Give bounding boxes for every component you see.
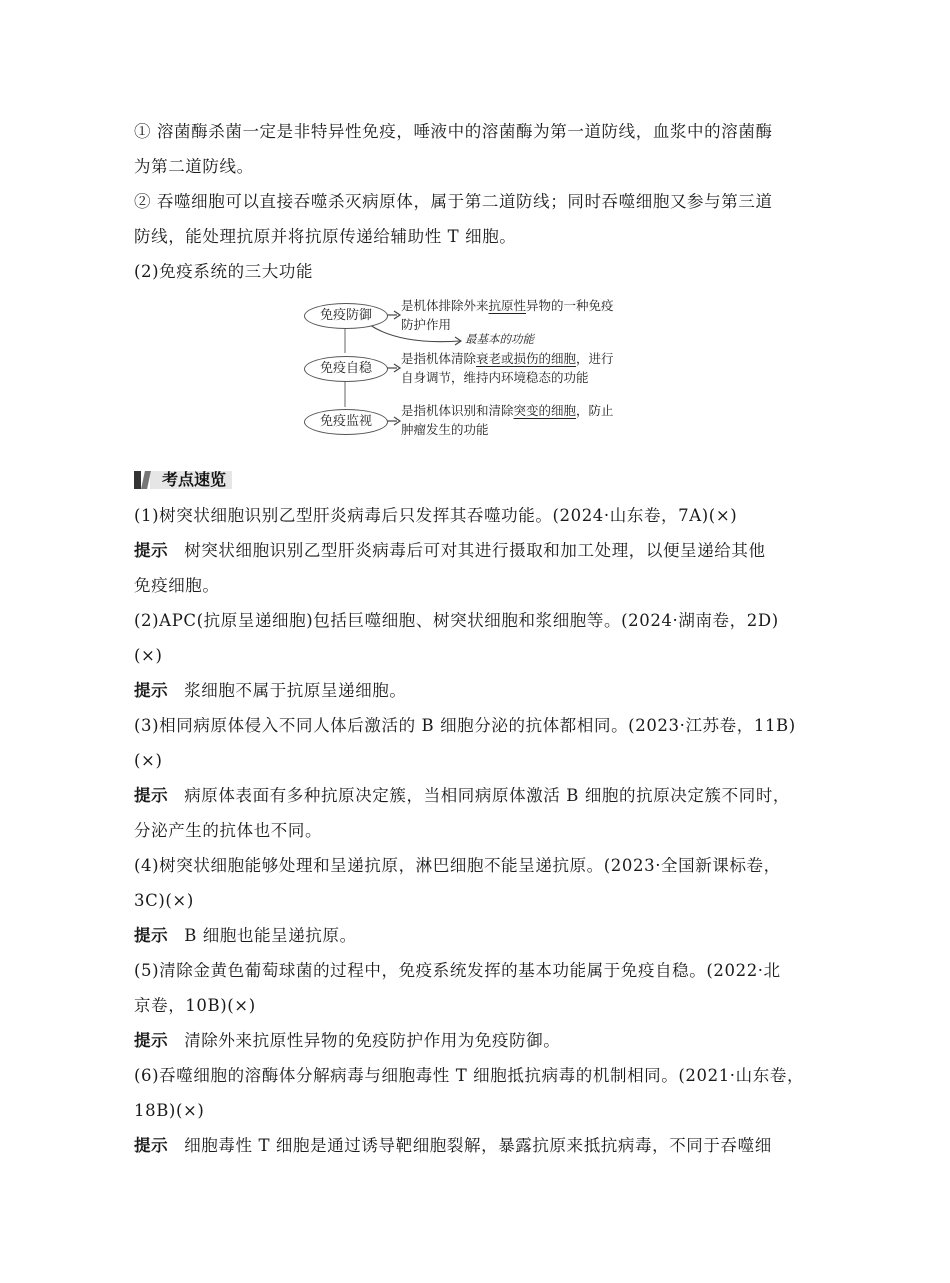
hint-label: 提示 [134,1031,169,1050]
hint-4: 提示 B 细胞也能呈递抗原。 [134,926,357,945]
hint-3-line-2: 分泌产生的抗体也不同。 [134,821,323,840]
ellipse-immune-defense: 免疫防御 [304,303,388,329]
section-heading [134,469,232,491]
hint-1-line-1: 提示 树突状细胞识别乙型肝炎病毒后可对其进行摄取和加工处理，以便呈递给其他 [134,541,766,560]
surveillance-desc-line-2: 肿瘤发生的功能 [401,422,489,437]
item-5-line-2: 京卷，10B)(×) [134,996,256,1015]
section-title: 考点速览 [162,470,227,489]
note-1-line-1: ① 溶菌酶杀菌一定是非特异性免疫，唾液中的溶菌酶为第一道防线，血浆中的溶菌酶 [134,122,773,141]
note-1-line-2: 为第二道防线。 [134,157,254,176]
item-3-line-2: (×) [134,751,163,770]
defense-note: 最基本的功能 [465,332,534,346]
ellipse-immune-surveillance: 免疫监视 [304,409,388,435]
immune-functions-diagram [300,295,660,440]
item-6-line-2: 18B)(×) [134,1101,205,1120]
homeostasis-desc-line-1: 是指机体清除衰老或损伤的细胞，进行 [401,351,614,366]
hint-label: 提示 [134,1136,169,1155]
item-6-line-1: (6)吞噬细胞的溶酶体分解病毒与细胞毒性 T 细胞抵抗病毒的机制相同。(2021·山东卷， [134,1066,805,1085]
homeostasis-desc-line-2: 自身调节，维持内环境稳态的功能 [401,370,589,385]
defense-desc-line-2: 防护作用 [401,317,452,332]
subheading-immune-functions: (2)免疫系统的三大功能 [134,262,314,281]
note-2-line-1: ② 吞噬细胞可以直接吞噬杀灭病原体，属于第二道防线；同时吞噬细胞又参与第三道 [134,192,773,211]
item-2-line-1: (2)APC(抗原呈递细胞)包括巨噬细胞、树突状细胞和浆细胞等。(2024·湖南卷，2D) [134,611,779,630]
item-1: (1)树突状细胞识别乙型肝炎病毒后只发挥其吞噬功能。(2024·山东卷，7A)(×) [134,506,738,525]
section-heading-bar-icon [134,471,141,489]
defense-desc-line-1: 是机体排除外来抗原性异物的一种免疫 [401,298,614,313]
item-4-line-1: (4)树突状细胞能够处理和呈递抗原，淋巴细胞不能呈递抗原。(2023·全国新课标卷， [134,856,781,875]
item-5-line-1: (5)清除金黄色葡萄球菌的过程中，免疫系统发挥的基本功能属于免疫自稳。(2022·北 [134,961,781,980]
item-4-line-2: 3C)(×) [134,891,194,910]
hint-label: 提示 [134,786,169,805]
hint-3-line-1: 提示 病原体表面有多种抗原决定簇，当相同病原体激活 B 细胞的抗原决定簇不同时， [134,786,791,805]
hint-1-line-2: 免疫细胞。 [134,576,220,595]
item-3-line-1: (3)相同病原体侵入不同人体后激活的 B 细胞分泌的抗体都相同。(2023·江苏卷，11B) [134,716,796,735]
hint-label: 提示 [134,926,169,945]
hint-label: 提示 [134,541,169,560]
note-2-line-2: 防线，能处理抗原并将抗原传递给辅助性 T 细胞。 [134,227,517,246]
hint-5: 提示 清除外来抗原性异物的免疫防护作用为免疫防御。 [134,1031,561,1050]
hint-6: 提示 细胞毒性 T 细胞是通过诱导靶细胞裂解，暴露抗原来抵抗病毒，不同于吞噬细 [134,1136,772,1155]
item-2-line-2: (×) [134,646,163,665]
hint-2: 提示 浆细胞不属于抗原呈递细胞。 [134,681,407,700]
hint-label: 提示 [134,681,169,700]
surveillance-desc-line-1: 是指机体识别和清除突变的细胞，防止 [401,403,614,418]
ellipse-immune-homeostasis: 免疫自稳 [304,356,388,382]
